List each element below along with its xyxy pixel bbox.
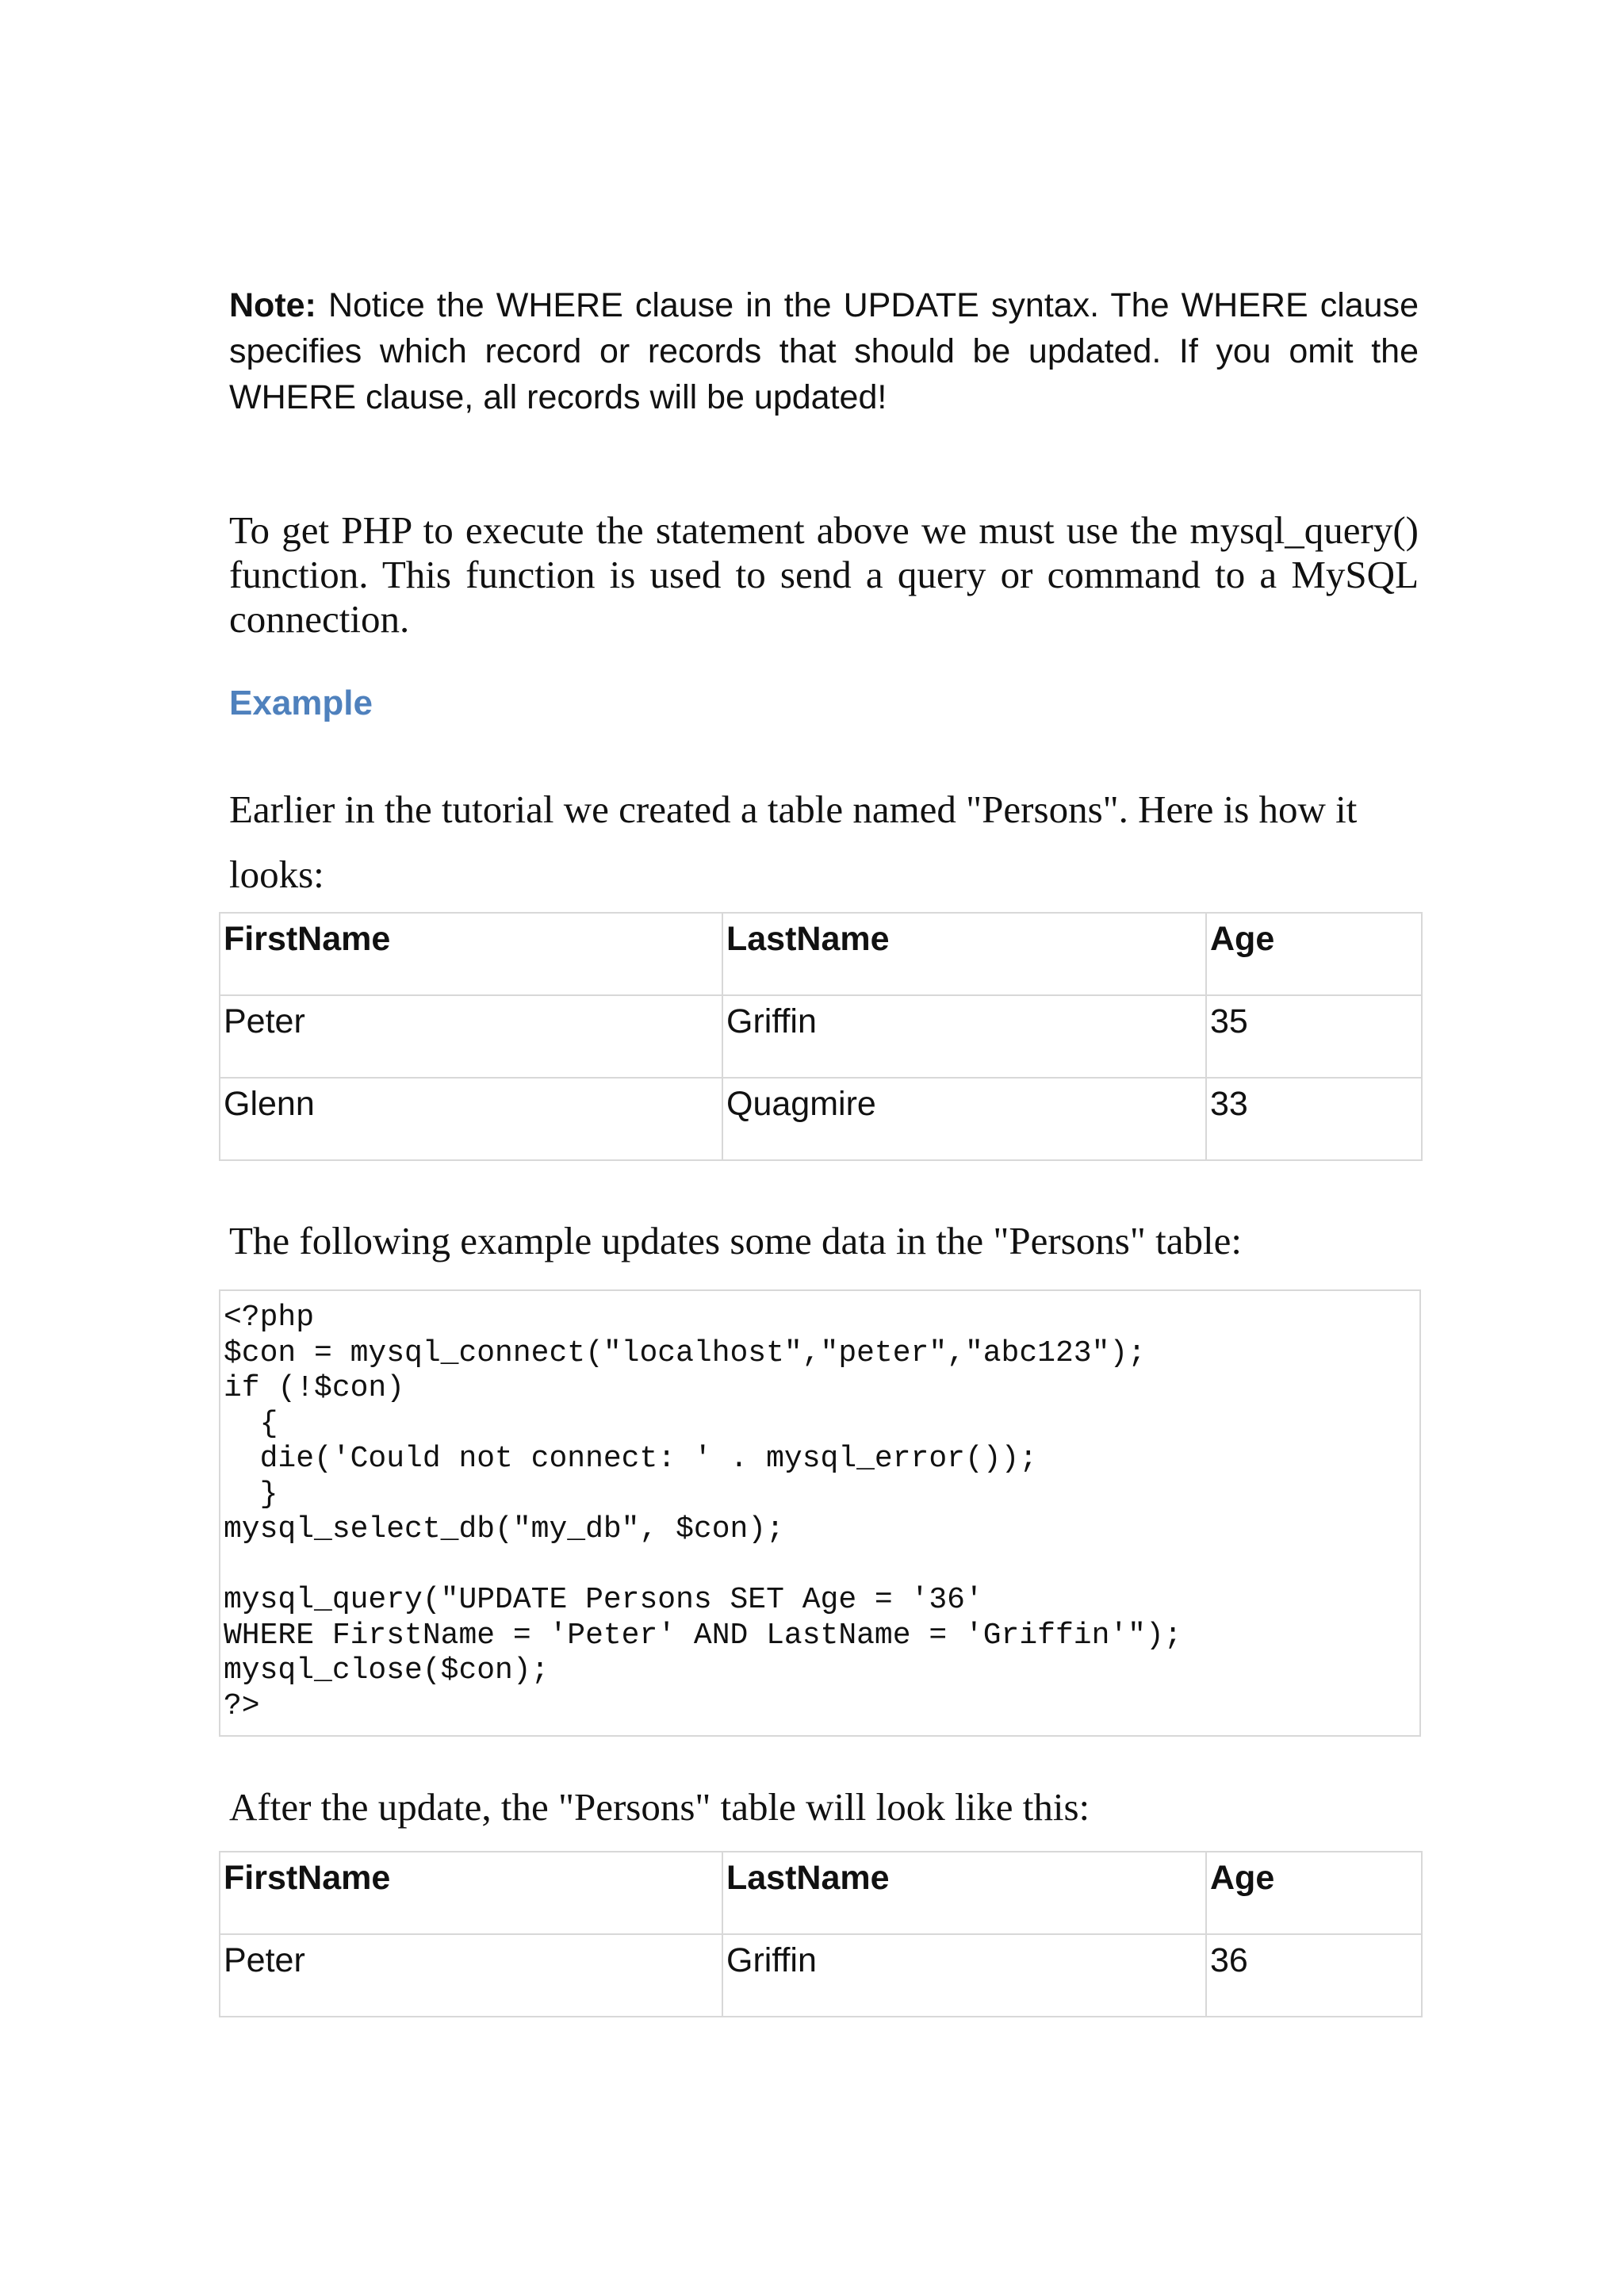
table-row (220, 995, 1422, 1078)
persons-table-after (219, 1851, 1423, 2017)
table-header-row (220, 1852, 1422, 1934)
table-row (220, 1078, 1422, 1160)
cell-age: 33 (1206, 1078, 1422, 1160)
column-header-firstname: FirstName (220, 913, 722, 995)
table-intro-paragraph: Earlier in the tutorial we created a table named "Persons". Here is how it looks: (229, 787, 1358, 896)
column-header-lastname: LastName (722, 913, 1206, 995)
php-code-block: <?php $con = mysql_connect("localhost","peter","abc123"); if (!$con) { die('Could not connect: ' . mysql_error()); } mysql_select_db("my_db", $con); mysql_query("UPDATE Persons SET Age = '36' WHERE FirstName = 'Peter' AND LastName = 'Griffin'"); mysql_close($con); ?> (219, 1289, 1421, 1737)
cell-age: 36 (1206, 1934, 1422, 2017)
cell-lastname: Quagmire (722, 1078, 1206, 1160)
column-header-age: Age (1206, 1852, 1422, 1934)
cell-firstname: Peter (220, 995, 722, 1078)
table-header-row (220, 913, 1422, 995)
cell-firstname: Glenn (220, 1078, 722, 1160)
code-intro-paragraph: The following example updates some data in the "Persons" table: (229, 1219, 1242, 1262)
cell-age: 35 (1206, 995, 1422, 1078)
cell-firstname: Peter (220, 1934, 722, 2017)
cell-lastname: Griffin (722, 995, 1206, 1078)
example-heading: Example (229, 684, 373, 722)
table-row (220, 1934, 1422, 2017)
note-label: Note: (229, 286, 316, 324)
note-paragraph (229, 282, 1419, 420)
column-header-firstname: FirstName (220, 1852, 722, 1934)
column-header-lastname: LastName (722, 1852, 1206, 1934)
note-text: Notice the WHERE clause in the UPDATE syntax. The WHERE clause specifies which record or records that should be updated. If you omit the WHERE clause, all records will be updated! (229, 286, 1419, 416)
after-update-paragraph: After the update, the "Persons" table will look like this: (229, 1785, 1090, 1829)
intro-paragraph: To get PHP to execute the statement above we must use the mysql_query() function. This function is used to send a query or command to a MySQL connection. (229, 508, 1419, 641)
cell-lastname: Griffin (722, 1934, 1206, 2017)
column-header-age: Age (1206, 913, 1422, 995)
persons-table-before (219, 912, 1423, 1161)
